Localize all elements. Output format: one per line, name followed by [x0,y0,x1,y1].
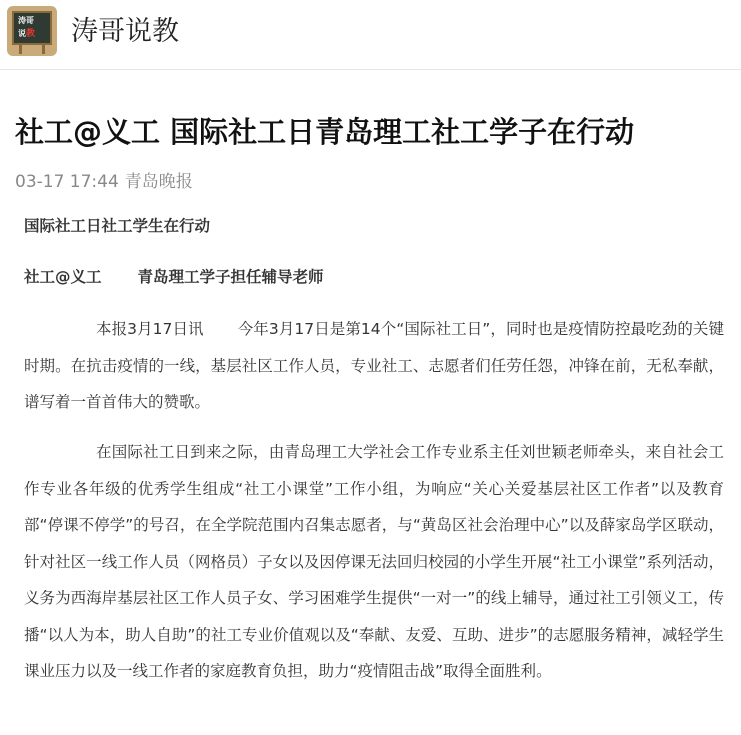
dateline: 本报3月17日讯 [96,320,204,338]
avatar-text-line2: 说教 [18,29,36,39]
article-meta [15,170,193,194]
account-avatar[interactable] [7,6,57,56]
blackboard-leg [42,44,45,54]
blackboard-leg [19,44,22,54]
blackboard-icon [12,11,52,45]
article-source[interactable]: 青岛晚报 [124,172,193,192]
account-name[interactable]: 涛哥说教 [71,16,179,47]
publish-date: 03-17 17:44 [15,172,119,192]
avatar-text-line1: 涛哥 [18,16,34,25]
article-title: 社工@义工 国际社工日青岛理工社工学子在行动 [15,115,635,149]
paragraph: 在国际社工日到来之际，由青岛理工大学社会工作专业系主任刘世颖老师牵头，来自社会工作专业各年级的优秀学生组成“社工小课堂”工作小组，为响应“关心关爱基层社区工作者”以及教育部“停课不停学”的号召，在全学院范围内召集志愿者，与“黄岛区社会治理中心”以及薛家岛学区联动，针对社区一线工作人员（网格员）子女以及因停课无法回归校园的小学生开展“社工小课堂”系列活动，义务为西海岸基层社区工作人员子女、学习困难学生提供“一对一”的线上辅导，通过社工引领义工，传播“以人为本，助人自助”的社工专业价值观以及“奉献、友爱、互助、进步”的志愿服务精神，减轻学生课业压力以及一线工作者的家庭教育负担，助力“疫情阻击战”取得全面胜利。 [24,443,724,680]
account-header [0,0,741,70]
section-heading: 国际社工日社工学生在行动 [24,217,211,235]
section-subheading: 社工@义工 青岛理工学子担任辅导老师 [24,268,324,286]
paragraph: 本报3月17日讯 今年3月17日是第14个“国际社工日”，同时也是疫情防控最吃劲的关键时期。在抗击疫情的一线，基层社区工作人员，专业社工、志愿者们任劳任怨，冲锋在前，无私奉献，谱写着一首首伟大的赞歌。 [24,320,724,411]
